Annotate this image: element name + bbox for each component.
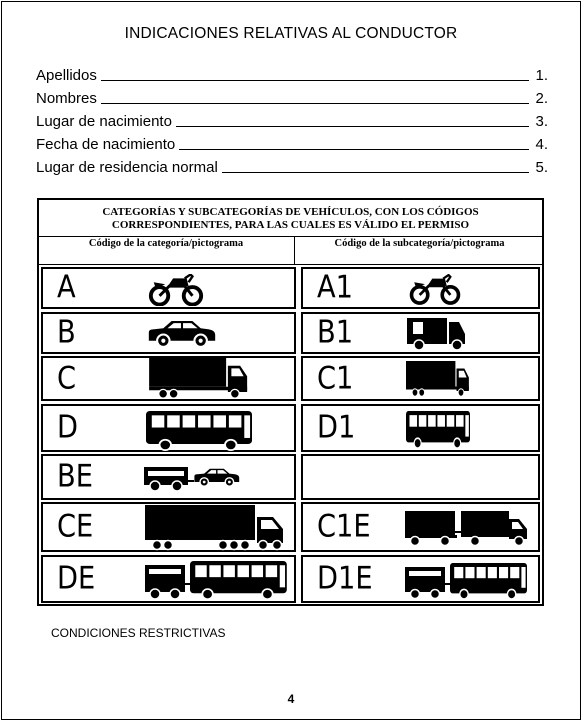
subcategory-cell-d1 bbox=[301, 404, 540, 452]
car-with-trailer-icon bbox=[143, 464, 241, 494]
field-number: 2. bbox=[535, 90, 548, 107]
subcategory-cell-a1 bbox=[301, 267, 540, 309]
category-code: CE bbox=[57, 508, 94, 545]
category-cell-ce bbox=[41, 502, 296, 552]
field-number: 5. bbox=[535, 159, 548, 176]
restrictions-label: CONDICIONES RESTRICTIVAS bbox=[51, 626, 226, 640]
category-code: BE bbox=[57, 458, 93, 495]
articulated-truck-icon bbox=[143, 505, 288, 551]
subcategory-code: C1E bbox=[317, 508, 371, 545]
page-number: 4 bbox=[287, 692, 295, 706]
light-truck-icon bbox=[406, 361, 470, 397]
surname-field bbox=[36, 64, 548, 84]
table-heading-line-2: CORRESPONDIENTES, PARA LAS CUALES ES VÁLIDO EL PERMISO bbox=[111, 219, 470, 231]
subcategory-cell-c1 bbox=[301, 356, 540, 401]
field-label: Lugar de residencia normal bbox=[36, 159, 218, 176]
subcategory-cell-c1e bbox=[301, 502, 540, 552]
subcategory-code: B1 bbox=[317, 314, 354, 351]
category-code: C bbox=[57, 360, 77, 396]
subcategory-code: D1E bbox=[317, 560, 373, 597]
field-label: Apellidos bbox=[36, 67, 97, 84]
subcategory-cell-empty bbox=[301, 454, 540, 500]
given-names-fill-line[interactable] bbox=[101, 103, 530, 104]
given-names-field bbox=[36, 87, 548, 107]
bus-icon bbox=[146, 411, 252, 451]
category-code: DE bbox=[57, 560, 96, 597]
category-cell-de bbox=[41, 555, 296, 603]
field-label: Nombres bbox=[36, 90, 97, 107]
field-label: Fecha de nacimiento bbox=[36, 136, 176, 153]
table-heading-line-1: CATEGORÍAS Y SUBCATEGORÍAS DE VEHÍCULOS, CON LOS CÓDIGOS bbox=[102, 206, 479, 218]
table-heading bbox=[39, 200, 542, 236]
field-label: Lugar de nacimiento bbox=[36, 113, 172, 130]
birth-date-field bbox=[36, 133, 548, 153]
bus-with-trailer-icon bbox=[143, 561, 288, 601]
birth-place-fill-line[interactable] bbox=[176, 126, 530, 127]
category-code: A bbox=[57, 269, 76, 306]
category-column-header: Código de la categoría/pictograma bbox=[88, 238, 244, 249]
category-cell-b bbox=[41, 312, 296, 354]
subcategory-cell-b1 bbox=[301, 312, 540, 354]
subcategory-code: C1 bbox=[317, 360, 354, 396]
birth-place-field bbox=[36, 110, 548, 130]
birth-date-fill-line[interactable] bbox=[179, 149, 529, 150]
motorcycle-icon bbox=[146, 274, 206, 306]
category-cell-c bbox=[41, 356, 296, 401]
surname-fill-line[interactable] bbox=[101, 80, 530, 81]
subcategory-cell-d1e bbox=[301, 555, 540, 603]
truck-icon bbox=[146, 357, 252, 399]
category-code: D bbox=[57, 409, 79, 446]
category-cell-a bbox=[41, 267, 296, 309]
category-cell-d bbox=[41, 404, 296, 452]
subcategory-code: D1 bbox=[317, 409, 356, 446]
field-number: 1. bbox=[535, 67, 548, 84]
residence-field bbox=[36, 156, 548, 176]
motor-tricycle-icon bbox=[405, 316, 467, 352]
column-header-divider bbox=[39, 264, 542, 265]
field-number: 3. bbox=[535, 113, 548, 130]
car-icon bbox=[146, 320, 218, 348]
minibus-with-trailer-icon bbox=[403, 563, 527, 601]
light-motorcycle-icon bbox=[407, 274, 463, 305]
heading-divider bbox=[39, 236, 542, 237]
residence-fill-line[interactable] bbox=[222, 172, 530, 173]
subcategory-column-header: Código de la subcategoría/pictograma bbox=[334, 238, 505, 249]
light-truck-with-trailer-icon bbox=[403, 509, 529, 549]
page-title: INDICACIONES RELATIVAS AL CONDUCTOR bbox=[124, 25, 458, 42]
minibus-icon bbox=[406, 411, 470, 449]
field-number: 4. bbox=[535, 136, 548, 153]
subcategory-code: A1 bbox=[317, 269, 354, 306]
category-cell-be bbox=[41, 454, 296, 500]
category-code: B bbox=[57, 314, 76, 351]
